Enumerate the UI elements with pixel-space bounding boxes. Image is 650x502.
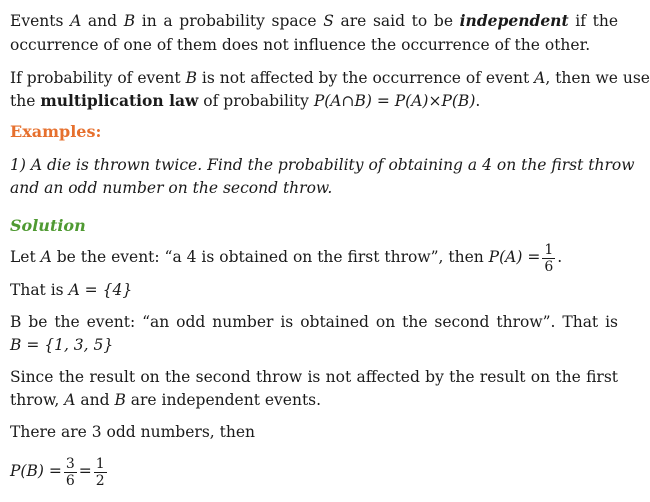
event-a: A bbox=[70, 12, 82, 30]
solution-line-3: B be the event: “an odd number is obtained on the second throw”. That is bbox=[10, 313, 618, 331]
solution-line-2 bbox=[10, 280, 132, 300]
set-a: A = {4} bbox=[68, 281, 133, 299]
text: be the event: “a 4 is obtained on the first throw”, then bbox=[51, 248, 489, 266]
solution-line-5: Since the result on the second throw is not affected by the result on the first bbox=[10, 368, 618, 386]
multiplication-formula: P(A∩B) = P(A)×P(B) bbox=[313, 92, 476, 110]
question-line-1: 1) A die is thrown twice. Find the probability of obtaining a 4 on the first throw bbox=[10, 156, 635, 174]
fraction-one-half bbox=[94, 456, 107, 489]
event-a: A bbox=[40, 248, 52, 266]
fraction-three-sixths bbox=[64, 456, 77, 489]
examples-heading: Examples: bbox=[10, 122, 102, 141]
denominator: 6 bbox=[544, 258, 554, 275]
text: and bbox=[81, 12, 124, 30]
solution-line-7: There are 3 odd numbers, then bbox=[10, 423, 255, 441]
event-b: B bbox=[123, 12, 136, 30]
law-line-1 bbox=[10, 68, 650, 88]
event-a: A bbox=[534, 69, 546, 87]
fraction-one-sixth bbox=[542, 242, 555, 275]
text: Let bbox=[10, 248, 41, 266]
law-line-2 bbox=[10, 91, 480, 111]
text: of probability bbox=[198, 92, 314, 110]
text: . bbox=[557, 248, 563, 266]
text: the bbox=[10, 92, 41, 110]
probability-a-lhs: P(A) = bbox=[488, 248, 541, 266]
event-a: A bbox=[64, 391, 76, 409]
equals-sign: = bbox=[78, 462, 92, 480]
denominator: 6 bbox=[65, 472, 75, 489]
definition-line-1 bbox=[10, 11, 618, 31]
probability-b-lhs: P(B) = bbox=[10, 462, 62, 480]
space-s: S bbox=[323, 12, 334, 30]
text: and bbox=[75, 391, 115, 409]
term-multiplication-law: multiplication law bbox=[40, 91, 199, 110]
text: Events bbox=[10, 12, 71, 30]
solution-heading: Solution bbox=[10, 216, 86, 235]
question-line-2: and an odd number on the second throw. bbox=[10, 179, 333, 197]
text: throw, bbox=[10, 391, 65, 409]
numerator: 1 bbox=[95, 455, 105, 472]
text: are independent events. bbox=[125, 391, 322, 409]
event-b: B bbox=[114, 391, 126, 409]
text: is not affected by the occurrence of event bbox=[196, 69, 535, 87]
set-b: B = {1, 3, 5} bbox=[10, 336, 114, 354]
event-b: B bbox=[185, 69, 197, 87]
text: That is bbox=[10, 281, 69, 299]
text: If probability of event bbox=[10, 69, 186, 87]
solution-line-8 bbox=[10, 452, 109, 490]
solution-line-6 bbox=[10, 390, 321, 410]
numerator: 1 bbox=[544, 241, 554, 258]
text: in a probability space bbox=[135, 12, 324, 30]
denominator: 2 bbox=[95, 472, 105, 489]
solution-line-1 bbox=[10, 240, 562, 275]
text: if the bbox=[568, 12, 619, 30]
text: . bbox=[475, 92, 481, 110]
text: are said to be bbox=[333, 12, 460, 30]
text: , then we use bbox=[545, 69, 650, 87]
term-independent: independent bbox=[459, 11, 569, 30]
numerator: 3 bbox=[65, 455, 75, 472]
definition-line-2: occurrence of one of them does not influence the occurrence of the other. bbox=[10, 36, 591, 54]
